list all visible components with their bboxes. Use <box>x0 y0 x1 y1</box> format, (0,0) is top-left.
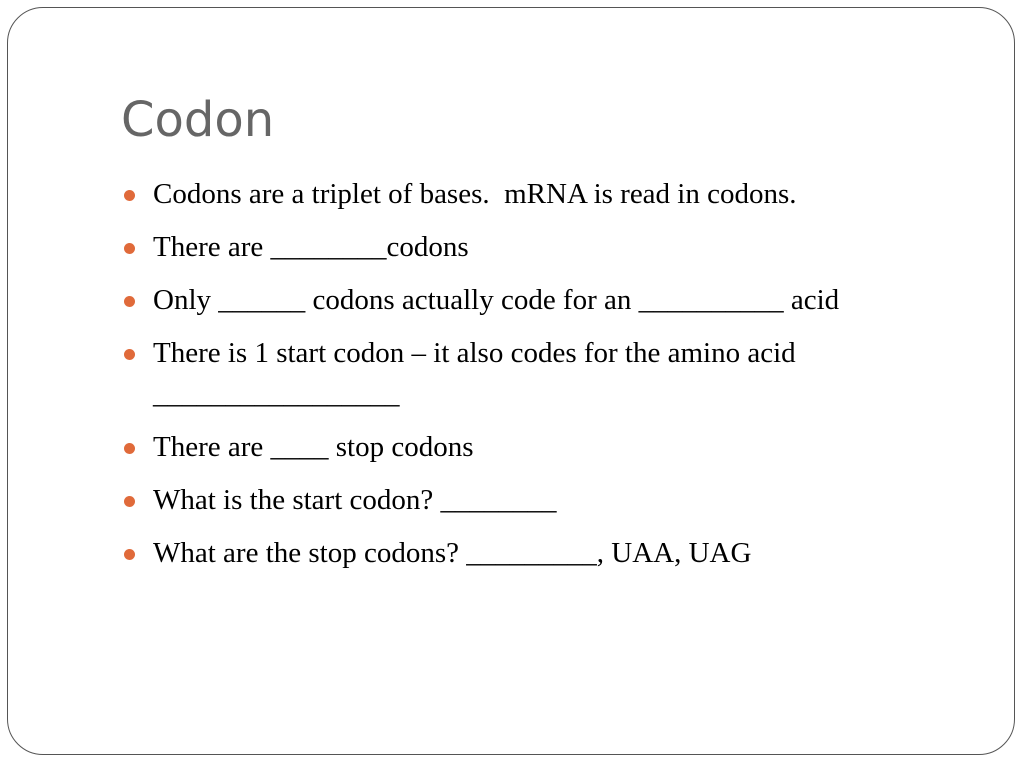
bullet-item-7 <box>124 533 1004 574</box>
bullet-item-2 <box>124 227 1004 268</box>
bullet-item-5 <box>124 427 1004 468</box>
slide-title: Codon <box>121 92 275 148</box>
bullet-dot-icon <box>124 296 135 307</box>
bullet-text: Codons are a triplet of bases. mRNA is read in codons. <box>153 178 797 210</box>
bullet-dot-icon <box>124 243 135 254</box>
bullet-text: There is 1 start codon – it also codes for the amino acid _________________ <box>153 337 803 410</box>
bullet-dot-icon <box>124 443 135 454</box>
bullet-dot-icon <box>124 549 135 560</box>
bullet-text: What is the start codon? ________ <box>153 484 557 516</box>
bullet-dot-icon <box>124 496 135 507</box>
bullet-item-6 <box>124 480 1004 521</box>
bullet-item-3 <box>124 280 1004 321</box>
bullet-text: There are ____ stop codons <box>153 431 474 463</box>
bullet-text: What are the stop codons? _________, UAA, UAG <box>153 537 752 569</box>
bullet-text: Only ______ codons actually code for an __________ acid <box>153 284 840 316</box>
bullet-dot-icon <box>124 190 135 201</box>
bullet-list <box>124 174 1004 586</box>
slide-frame <box>7 7 1015 755</box>
bullet-text: There are ________codons <box>153 231 469 263</box>
bullet-dot-icon <box>124 349 135 360</box>
bullet-item-4 <box>124 333 1004 415</box>
bullet-item-1 <box>124 174 1004 215</box>
